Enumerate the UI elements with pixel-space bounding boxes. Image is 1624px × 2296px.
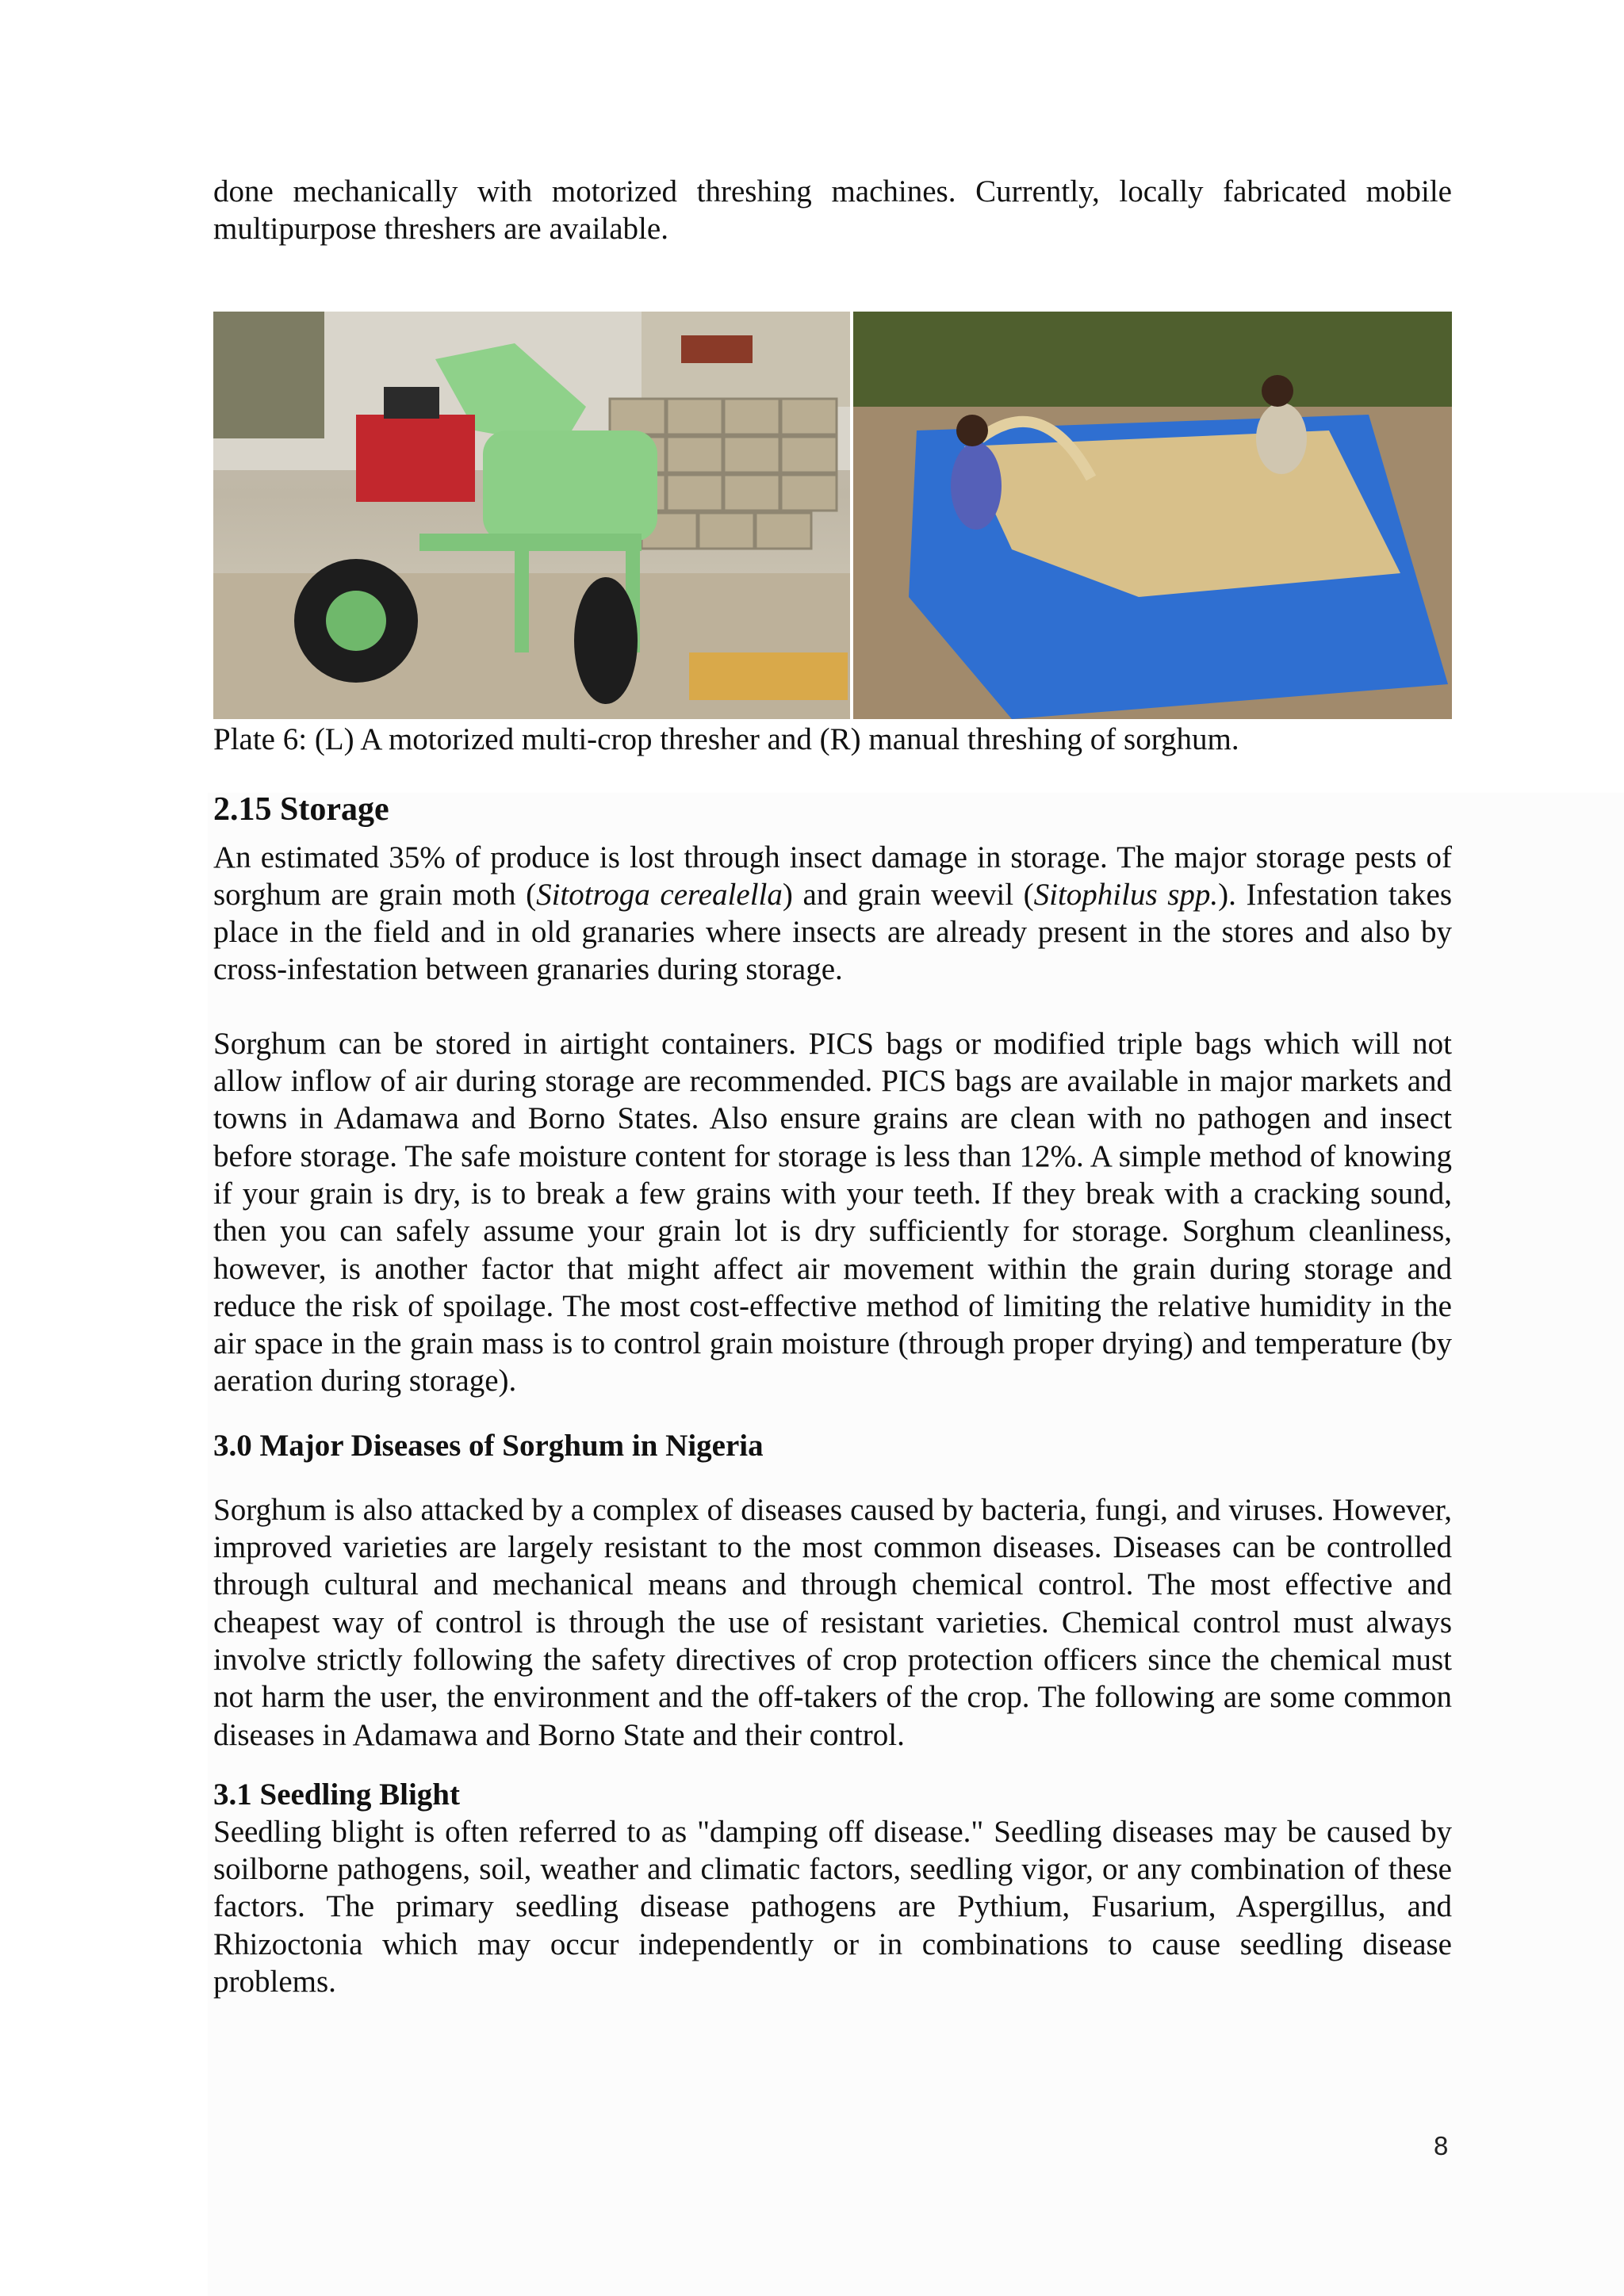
diseases-paragraph: Sorghum is also attacked by a complex of diseases caused by bacteria, fungi, and viruses. However, improved varieties are largely resistant to the most common diseases. Diseases can be controlled through cultural and mechanical means and through chemical control. The most effective and cheapest way of control is through the use of resistant varieties. Chemical control must always involve strictly following the safety directives of crop protection officers since the chemical must not harm the user, the environment and the off-takers of the crop. The following are some common diseases in Adamawa and Borno State and their control. <box>213 1492 1452 1752</box>
section-heading-diseases: 3.0 Major Diseases of Sorghum in Nigeria <box>213 1428 764 1463</box>
storage-paragraph-2: Sorghum can be stored in airtight containers. PICS bags or modified triple bags which will not allow inflow of air during storage are recommended. PICS bags are available in major markets and towns in Adamawa and Borno States. Also ensure grains are clean with no pathogen and insect before storage. The safe moisture content for storage is less than 12%. A simple method of knowing if your grain is dry, is to break a few grains with your teeth. If they break with a cracking sound, then you can safely assume your grain lot is dry sufficiently for storage. Sorghum cleanliness, however, is another factor that might affect air movement within the grain during storage and reduce the risk of spoilage. The most cost-effective method of limiting the relative humidity in the air space in the grain mass is to control grain moisture (through proper drying) and temperature (by aeration during storage). <box>213 1026 1452 1399</box>
seedling-blight-paragraph: Seedling blight is often referred to as "damping off disease." Seedling diseases may be caused by soilborne pathogens, soil, weather and climatic factors, seedling vigor, or any combination of these factors. The primary seedling disease pathogens are Pythium, Fusarium, Aspergillus, and Rhizoctonia which may occur independently or in combinations to cause seedling disease problems. <box>213 1814 1452 1999</box>
grain-moth-species: Sitotroga cerealella <box>536 877 783 912</box>
manual-threshing-photo <box>853 312 1452 719</box>
document-body <box>213 173 1452 2000</box>
storage-p1-text-c: ). Infestation takes place in the field and in old granaries where insects are already present in the stores and also by cross-infestation between granaries during storage. <box>213 877 1453 987</box>
storage-p1-text-a: An estimated 35% of produce is lost through insect damage in storage. The major storage pests of sorghum are grain moth ( <box>213 840 1452 912</box>
storage-paragraph-1 <box>213 839 1452 989</box>
grain-weevil-species: Sitophilus spp. <box>1033 877 1219 912</box>
storage-p1-text-b: ) and grain weevil ( <box>782 877 1034 912</box>
section-heading-seedling-blight: 3.1 Seedling Blight <box>213 1777 460 1812</box>
plate-6-figure <box>213 312 1452 719</box>
plate-caption: Plate 6: (L) A motorized multi-crop thresher and (R) manual threshing of sorghum. <box>213 721 1239 756</box>
page-number: 8 <box>1434 2131 1449 2160</box>
thresher-photo <box>213 312 850 719</box>
section-heading-storage: 2.15 Storage <box>213 790 389 828</box>
intro-paragraph: done mechanically with motorized threshing machines. Currently, locally fabricated mobile multipurpose threshers are available. <box>213 174 1452 247</box>
